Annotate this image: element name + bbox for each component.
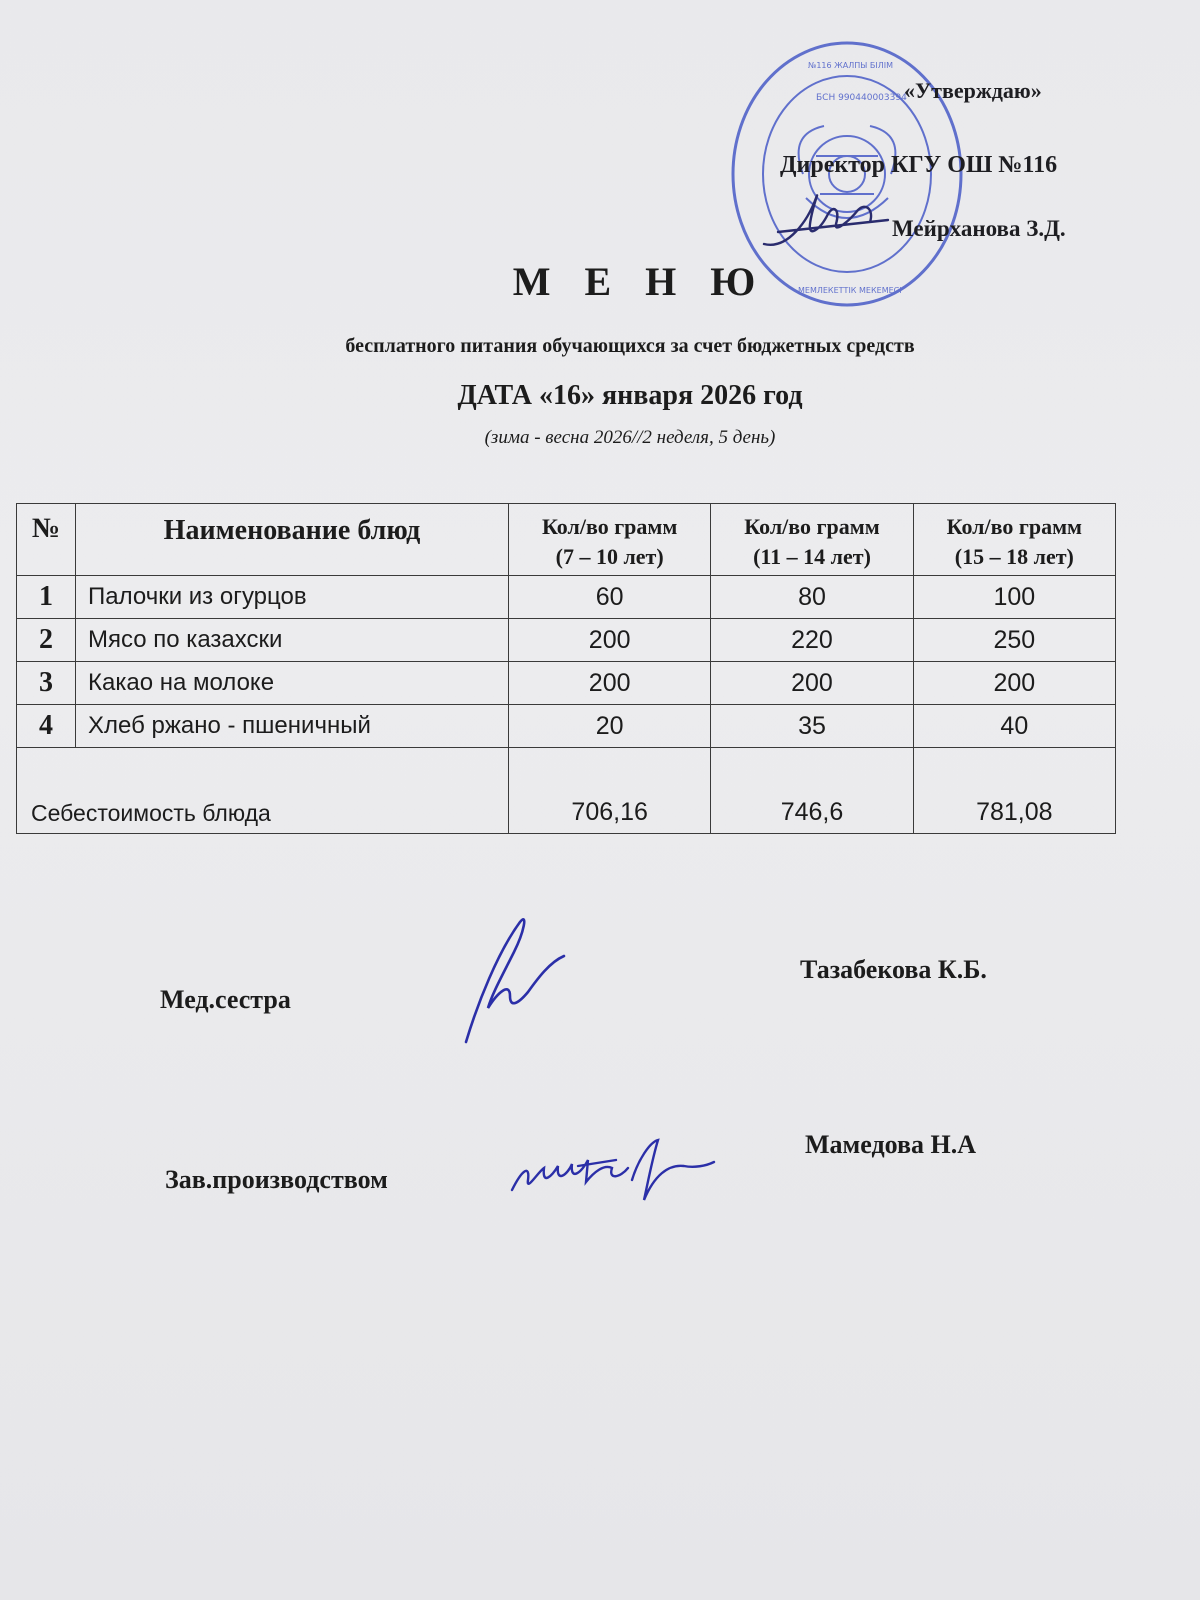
header-qty-label: Кол/во грамм bbox=[744, 514, 880, 539]
document-title: М Е Н Ю bbox=[512, 259, 768, 304]
document-date: ДАТА «16» января 2026 год bbox=[457, 380, 803, 411]
total-label: Себестоимость блюда bbox=[17, 748, 509, 834]
table-row bbox=[17, 705, 1116, 748]
table-row bbox=[17, 662, 1116, 705]
approval-name: Мейрханова З.Д. bbox=[892, 216, 1066, 241]
nurse-name: Тазабекова К.Б. bbox=[800, 955, 987, 984]
production-signature bbox=[508, 1120, 718, 1210]
row-number: 1 bbox=[17, 576, 76, 619]
header-qty-11-14 bbox=[711, 504, 913, 576]
header-qty-7-10 bbox=[509, 504, 711, 576]
total-11-14: 746,6 bbox=[711, 748, 913, 834]
total-row bbox=[17, 748, 1116, 834]
header-age-range: (15 – 18 лет) bbox=[954, 543, 1074, 569]
stamp-text-bottom: МЕМЛЕКЕТТІК МЕКЕМЕСІ bbox=[798, 286, 902, 295]
qty-7-10: 200 bbox=[509, 619, 711, 662]
header-qty-15-18 bbox=[913, 504, 1115, 576]
qty-11-14: 200 bbox=[711, 662, 913, 705]
document-subtitle: бесплатного питания обучающихся за счет бюджетных средств bbox=[345, 335, 915, 357]
header-age-range: (7 – 10 лет) bbox=[555, 543, 664, 569]
row-number: 2 bbox=[17, 619, 76, 662]
qty-15-18: 100 bbox=[913, 576, 1115, 619]
table-header-row bbox=[17, 504, 1116, 576]
nurse-signature bbox=[458, 912, 578, 1052]
dish-name: Хлеб ржано - пшеничный bbox=[76, 705, 509, 748]
qty-11-14: 80 bbox=[711, 576, 913, 619]
dish-name: Какао на молоке bbox=[76, 662, 509, 705]
qty-11-14: 220 bbox=[711, 619, 913, 662]
qty-15-18: 40 bbox=[913, 705, 1115, 748]
production-name: Мамедова Н.А bbox=[805, 1130, 976, 1159]
table-row bbox=[17, 576, 1116, 619]
menu-table bbox=[16, 503, 1116, 834]
director-signature bbox=[758, 180, 898, 260]
header-qty-label: Кол/во грамм bbox=[946, 514, 1083, 539]
header-qty-label: Кол/во грамм bbox=[541, 514, 678, 539]
approval-position: Директор КГУ ОШ №116 bbox=[780, 152, 1058, 178]
qty-7-10: 20 bbox=[509, 705, 711, 748]
header-age-range: (11 – 14 лет) bbox=[753, 543, 871, 569]
qty-7-10: 60 bbox=[509, 576, 711, 619]
qty-15-18: 250 bbox=[913, 619, 1115, 662]
qty-7-10: 200 bbox=[509, 662, 711, 705]
dish-name: Палочки из огурцов bbox=[76, 576, 509, 619]
header-num: № bbox=[17, 504, 76, 576]
dish-name: Мясо по казахски bbox=[76, 619, 509, 662]
total-7-10: 706,16 bbox=[509, 748, 711, 834]
nurse-role: Мед.сестра bbox=[160, 985, 291, 1014]
table-row bbox=[17, 619, 1116, 662]
header-name: Наименование блюд bbox=[76, 504, 509, 576]
row-number: 3 bbox=[17, 662, 76, 705]
approval-title: «Утверждаю» bbox=[904, 78, 1042, 103]
row-number: 4 bbox=[17, 705, 76, 748]
document-period: (зима - весна 2026//2 неделя, 5 день) bbox=[484, 427, 776, 448]
qty-15-18: 200 bbox=[913, 662, 1115, 705]
stamp-bin: БСН 990440003394 bbox=[816, 93, 907, 103]
stamp-text-top: №116 ЖАЛПЫ БІЛІМ bbox=[808, 61, 893, 70]
total-15-18: 781,08 bbox=[913, 748, 1115, 834]
qty-11-14: 35 bbox=[711, 705, 913, 748]
production-role: Зав.производством bbox=[165, 1165, 388, 1194]
